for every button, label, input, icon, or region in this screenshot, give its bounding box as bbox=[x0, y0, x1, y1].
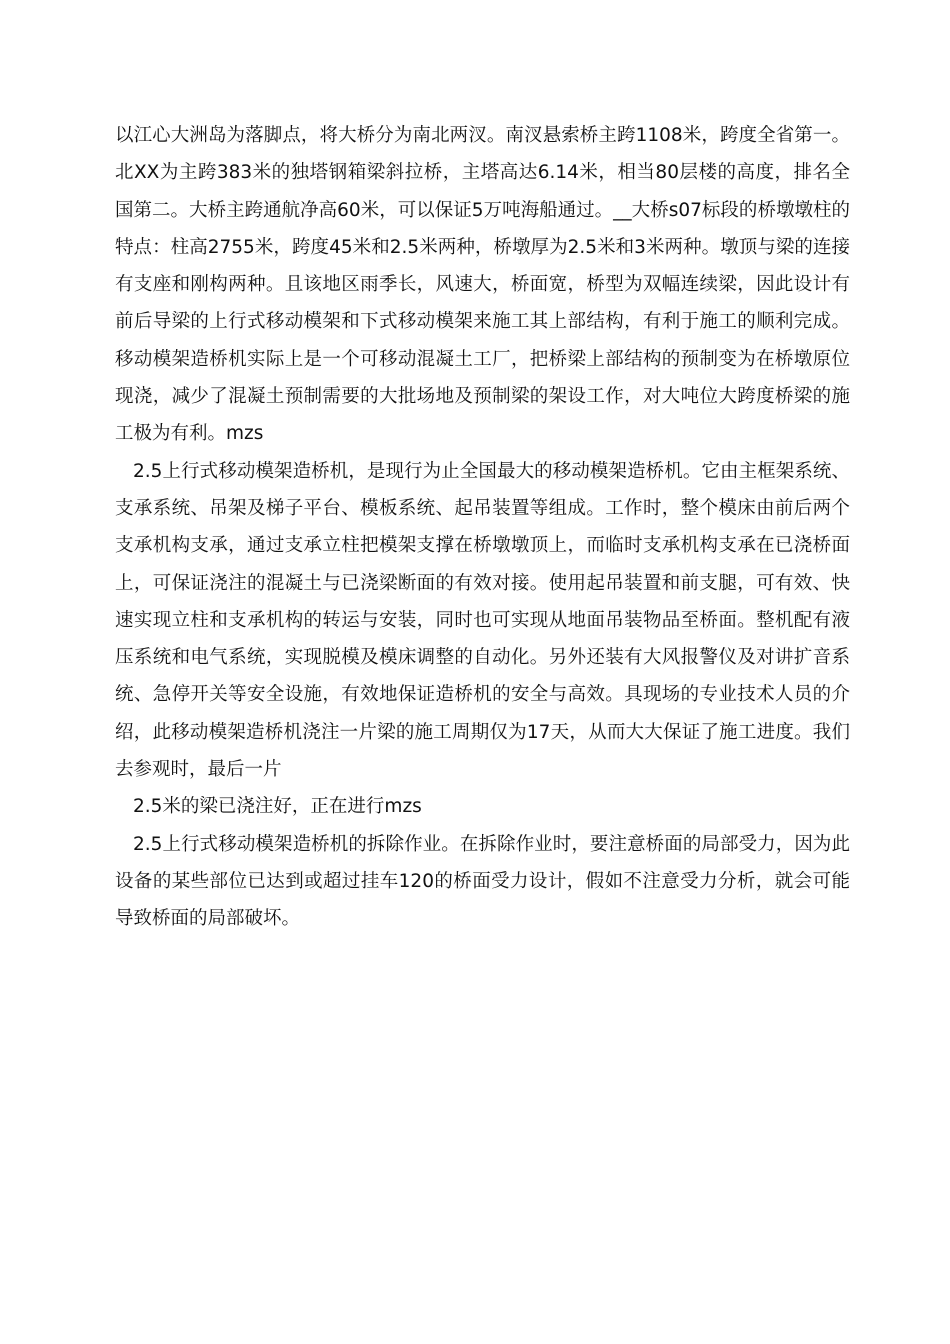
paragraph-beam-casting: 2.5米的梁已浇注好，正在进行mzs bbox=[133, 796, 422, 818]
paragraph-bridge-machine: 2.5上行式移动模架造桥机，是现行为止全国最大的移动模架造桥机。它由主框架系统、支承系统、吊架及梯子平台、模板系统、起吊装置等组成。工作时，整个模床由前后两个支承机构支承，通过支承立柱把模架支撑在桥墩墩顶上，而临时支承机构支承在已浇桥面上，可保证浇注的混凝土与已浇梁断面的有效对接。使用起吊装置和前支腿，可有效、快速实现立柱和支承机构的转运与安装，同时也可实现从地面吊装物品至桥面。整机配有液压系统和电气系统，实现脱模及模床调整的自动化。另外还装有大风报警仪及对讲扩音系统、急停开关等安全设施，有效地保证造桥机的安全与高效。具现场的专业技术人员的介绍，此移动模架造桥机浇注一片梁的施工周期仅为17天，从而大大保证了施工进度。我们去参观时，最后一片 bbox=[115, 460, 850, 781]
document-body bbox=[115, 117, 850, 938]
paragraph-dismantling: 2.5上行式移动模架造桥机的拆除作业。在拆除作业时，要注意桥面的局部受力，因为此设备的某些部位已达到或超过挂车120的桥面受力设计，假如不注意受力分析，就会可能导致桥面的局部破坏。 bbox=[115, 833, 850, 930]
paragraph-bridge-overview: 以江心大洲岛为落脚点，将大桥分为南北两汊。南汊悬索桥主跨1108米，跨度全省第一。北XX为主跨383米的独塔钢箱梁斜拉桥，主塔高达6.14米，相当80层楼的高度，排名全国第二。大桥主跨通航净高60米，可以保证5万吨海船通过。__大桥s07标段的桥墩墩柱的特点：柱高2755米，跨度45米和2.5米两种，桥墩厚为2.5米和3米两种。墩顶与梁的连接有支座和刚构两种。且该地区雨季长，风速大，桥面宽，桥型为双幅连续梁，因此设计有前后导梁的上行式移动模架和下式移动模架来施工其上部结构，有利于施工的顺利完成。移动模架造桥机实际上是一个可移动混凝土工厂，把桥梁上部结构的预制变为在桥墩原位现浇，减少了混凝土预制需要的大批场地及预制梁的架设工作，对大吨位大跨度桥梁的施工极为有利。mzs bbox=[115, 125, 850, 445]
